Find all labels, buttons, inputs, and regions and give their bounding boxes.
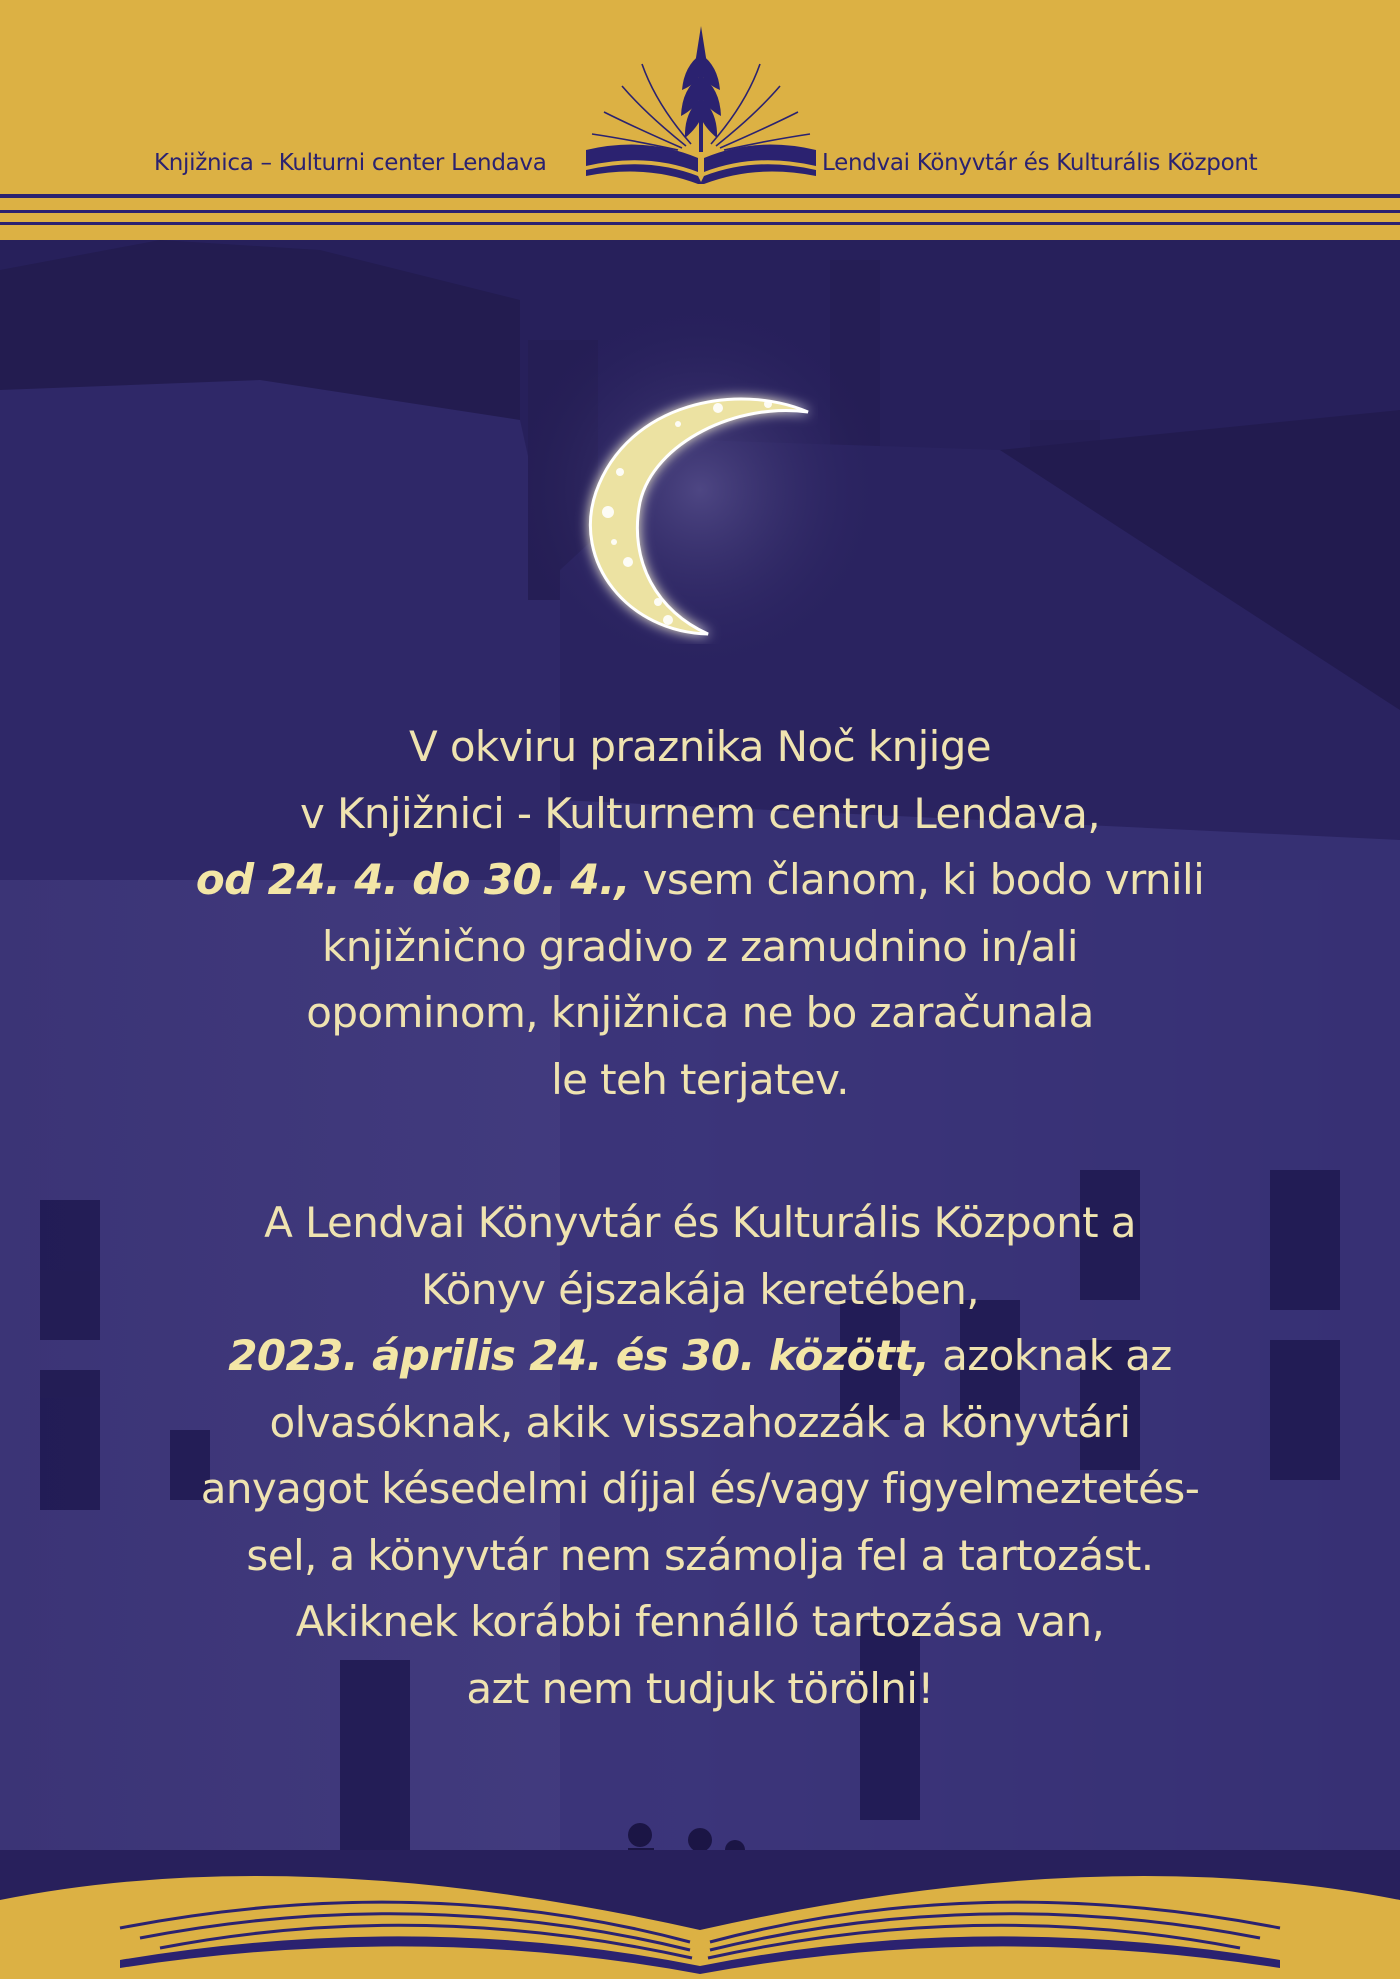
notice-line: le teh terjatev. [551,1054,849,1104]
header-rule [0,210,1400,213]
notice-line: Könyv éjszakája keretében, [420,1264,980,1314]
date-range-slovenian: od 24. 4. do 30. 4., [195,855,630,904]
header-rule [0,222,1400,225]
notice-line: V okviru praznika Noč knjige [408,722,992,771]
header-rule [0,194,1400,198]
date-range-hungarian: 2023. április 24. és 30. között, [228,1331,930,1380]
hungarian-notice [90,1190,1310,1722]
notice-line: opominom, knjižnica ne bo zaračunala [306,988,1094,1037]
open-book-wheat-logo-icon [586,24,816,188]
notice-line: azt nem tudjuk törölni! [466,1663,934,1713]
open-book-pages-icon [0,1850,1400,1979]
notice-line: anyagot késedelmi díjjal és/vagy figyelmeztetés- [200,1464,1200,1513]
notice-line [90,1323,1310,1390]
library-name-hungarian: Lendvai Könyvtár és Kulturális Központ [822,150,1258,176]
header [0,0,1400,240]
library-name-slovenian: Knjižnica – Kulturni center Lendava [154,150,547,176]
notice-line-rest: azoknak az [929,1331,1172,1380]
notice-line-rest: vsem članom, ki bodo vrnili [629,855,1205,904]
notice-line: A Lendvai Könyvtár és Kulturális Központ a [264,1198,1136,1247]
slovenian-notice [90,714,1310,1113]
notice-line: olvasóknak, akik visszahozzák a könyvtári [269,1397,1131,1447]
notice-line: Akiknek korábbi fennálló tartozása van, [295,1597,1105,1646]
notice-line: sel, a könyvtár nem számolja fel a tartozást. [246,1530,1154,1580]
notice-line [90,847,1310,914]
notice-line: knjižnično gradivo z zamudnino in/ali [322,921,1078,971]
night-scene [0,240,1400,1930]
crescent-moon-icon [568,362,818,644]
notice-line: v Knjižnici - Kulturnem centru Lendava, [299,788,1101,838]
